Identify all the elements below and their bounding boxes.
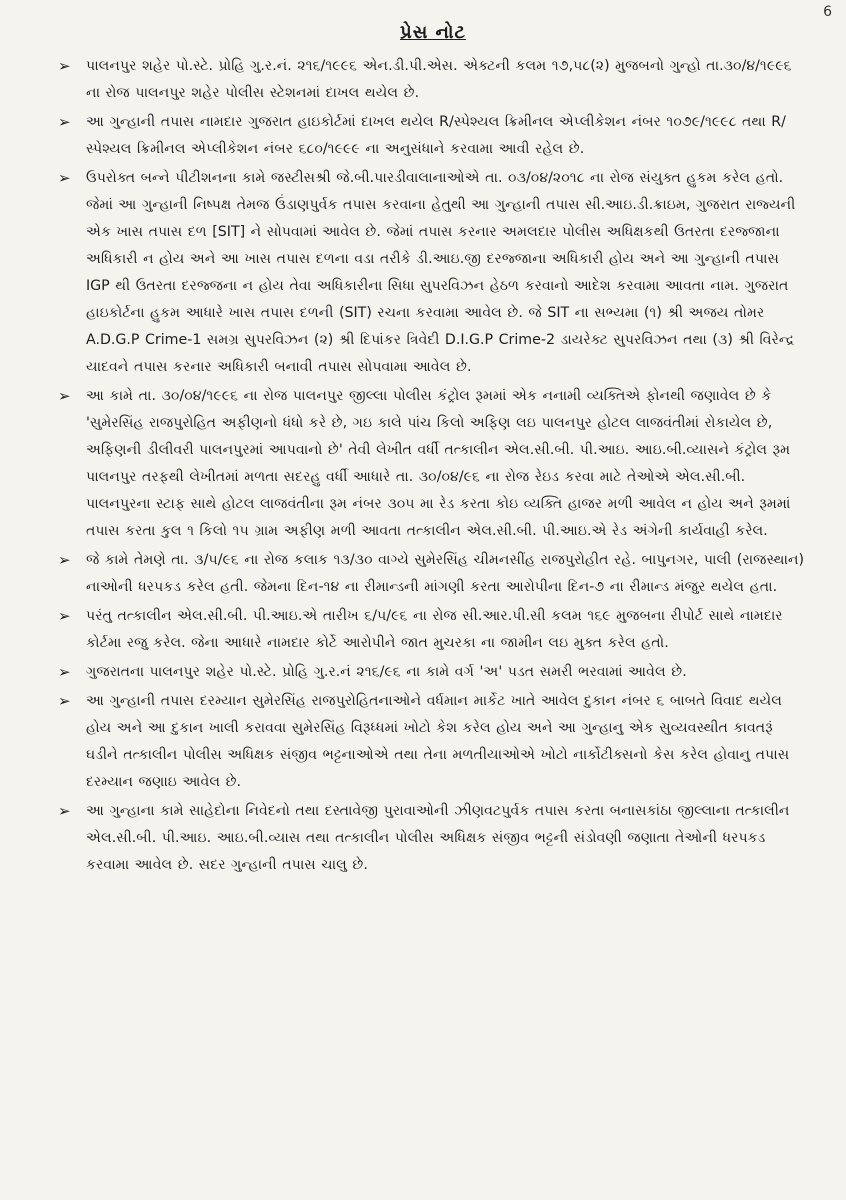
arrow-bullet-icon: ➢ — [58, 551, 71, 569]
paragraph-item — [58, 688, 808, 796]
paragraph-item — [58, 659, 808, 686]
paragraph-item — [58, 383, 808, 545]
paragraph-text: આ ગુન્હાની તપાસ દરમ્યાન સુમેરસિંહ રાજપુરોહિતનાઓને વર્ધમાન માર્કેટ ખાતે આવેલ દુકાન નંબર ૬ બાબતે વિવાદ થયેલ હોય અને આ દુકાન ખાલી કરાવવા સુમેરસિંહ વિરૂધ્ધમાં ખોટો કેશ કરેલ હોય અને આ ગુન્હાનુ એક સુવ્યવસ્થીત કાવતરૂં ઘડીને તત્કાલીન પોલીસ અધિક્ષક સંજીવ ભટ્ટનાઓએ તથા તેના મળતીયાઓએ ખોટો નાર્કોટીક્સનો કેસ કરેલ હોવાનુ તપાસ દરમ્યાન જણાઇ આવેલ છે. — [86, 693, 790, 790]
paragraph-text: ઉપરોક્ત બન્ને પીટીશનના કામે જસ્ટીસશ્રી જે.બી.પારડીવાલાનાઓએ તા. ૦૩/૦૪/૨૦૧૮ ના રોજ સંયુક્ત હુકમ કરેલ હતો. જેમાં આ ગુન્હાની નિષ્પક્ષ તેમજ ઉંડાણપુર્વક તપાસ કરવાના હેતુથી આ ગુન્હાની તપાસ સી.આઇ.ડી.ક્રાઇમ, ગુજરાત રાજ્યની એક ખાસ તપાસ દળ [SIT] ને સોપવામાં આવેલ છે. જેમાં તપાસ કરનાર અમલદાર પોલીસ અધિક્ષકથી ઉતરતા દરજ્જાના અધિકારી ન હોય અને આ ખાસ તપાસ દળના વડા તરીકે ડી.આઇ.જી દરજ્જાના અધિકારી હોય અને આ ગુન્હાની તપાસ IGP થી ઉતરતા દરજ્જના ન હોય તેવા અધિકારીના સિધા સુપરવિઝન હેઠળ કરવાનો આદેશ કરવામા આવતા નામ. ગુજરાત હાઇકોર્ટના હુકમ આધારે ખાસ તપાસ દળની (SIT) રચના કરવામા આવેલ છે. જે SIT ના સભ્યમા (૧) શ્રી અજય તોમર A.D.G.P Crime-1 સમગ્ર સુપરવિઝન (૨) શ્રી દિપાંકર ત્રિવેદી D.I.G.P Crime-2 ડાયરેક્ટ સુપરવિઝન તથા (૩) શ્રી વિરેન્દ્ર યાદવને તપાસ કરનાર અધિકારી બનાવી તપાસ સોપવામા આવેલ છે. — [86, 170, 796, 375]
arrow-bullet-icon: ➢ — [58, 169, 71, 187]
paragraph-text: ગુજરાતના પાલનપુર શહેર પો.સ્ટે. પ્રોહિ ગુ.ર.નં ૨૧૬/૯૬ ના કામે વર્ગ 'અ' પડત સમરી ભરવામાં આવેલ છે. — [86, 664, 687, 680]
arrow-bullet-icon: ➢ — [58, 607, 71, 625]
paragraph-text: પરંતુ તત્કાલીન એલ.સી.બી. પી.આઇ.એ તારીખ ૬/૫/૯૬ ના રોજ સી.આર.પી.સી કલમ ૧૬૯ મુજબના રીપોર્ટ સાથે નામદાર કોર્ટમા રજુ કરેલ. જેના આધારે નામદાર કોર્ટે આરોપીને જાત મુચરકા ના જામીન લઇ મુક્ત કરેલ હતો. — [86, 608, 783, 651]
paragraph-item — [58, 798, 808, 879]
paragraph-item — [58, 165, 808, 381]
paragraph-text: આ ગુન્હાના કામે સાહેદોના નિવેદનો તથા દસ્તાવેજી પુરાવાઓની ઝીણવટપુર્વક તપાસ કરતા બનાસકાંઠા જીલ્લાના તત્કાલીન એલ.સી.બી. પી.આઇ. આઇ.બી.વ્યાસ તથા તત્કાલીન પોલીસ અધિક્ષક સંજીવ ભટ્ટની સંડોવણી જણાતા તેઓની ધરપકડ કરવામા આવેલ છે. સદર ગુન્હાની તપાસ ચાલુ છે. — [86, 803, 790, 873]
paragraph-text: જે કામે તેમણે તા. ૩/૫/૯૬ ના રોજ કલાક ૧૩/૩૦ વાગ્યે સુમેરસિંહ ચીમનસીંહ રાજપુરોહીત રહે. બાપુનગર, પાલી (રાજસ્થાન) નાઓની ધરપકડ કરેલ હતી. જેમના દિન-૧૪ ના રીમાન્ડની માંગણી કરતા આરોપીના દિન-૭ ના રીમાન્ડ મંજુર થયેલ હતા. — [86, 552, 805, 595]
arrow-bullet-icon: ➢ — [58, 387, 71, 405]
paragraph-item — [58, 109, 808, 163]
paragraph-item — [58, 53, 808, 107]
paragraph-item — [58, 603, 808, 657]
paragraph-list — [58, 53, 808, 879]
arrow-bullet-icon: ➢ — [58, 663, 71, 681]
paragraph-text: પાલનપુર શહેર પો.સ્ટે. પ્રોહિ ગુ.ર.નં. ૨૧૬/૧૯૯૬ એન.ડી.પી.એસ. એક્ટની કલમ ૧૭,૫૮(૨) મુજબનો ગુન્હો તા.૩૦/૪/૧૯૯૬ ના રોજ પાલનપુર શહેર પોલીસ સ્ટેશનમાં દાખલ થયેલ છે. — [86, 58, 792, 101]
arrow-bullet-icon: ➢ — [58, 113, 71, 131]
page-title: પ્રેસ નોટ — [400, 22, 466, 43]
arrow-bullet-icon: ➢ — [58, 692, 71, 710]
paragraph-text: આ કામે તા. ૩૦/૦૪/૧૯૯૬ ના રોજ પાલનપુર જીલ્લા પોલીસ કંટ્રોલ રૂમમાં એક નનામી વ્યક્તિએ ફોનથી જણાવેલ છે કે 'સુમેરસિંહ રાજપુરોહિત અફીણનો ધંધો કરે છે, ગઇ કાલે પાંચ કિલો અફિણ લઇ પાલનપુર હોટલ લાજવંતીમાં રોકાયેલ છે, અફિણની ડીલીવરી પાલનપુરમાં આપવાનો છે' તેવી લેખીત વર્ધી તત્કાલીન એલ.સી.બી. પી.આઇ. આઇ.બી.વ્યાસને કંટ્રોલ રૂમ પાલનપુર તરફથી લેખીતમાં મળતા સદરહુ વર્ધી આધારે તા. ૩૦/૦૪/૯૬ ના રોજ રેઇડ કરવા માટે તેઓએ એલ.સી.બી. પાલનપુરના સ્ટાફ સાથે હોટલ લાજવંતીના રૂમ નંબર ૩૦૫ મા રેડ કરતા કોઇ વ્યક્તિ હાજર મળી આવેલ ન હોય અને રૂમમાં તપાસ કરતા કુલ ૧ કિલો ૧૫ ગ્રામ અફીણ મળી આવતા તત્કાલીન એલ.સી.બી. પી.આઇ.એ રેડ અંગેની કાર્યવાહી કરેલ. — [86, 388, 791, 539]
arrow-bullet-icon: ➢ — [58, 57, 71, 75]
arrow-bullet-icon: ➢ — [58, 802, 71, 820]
corner-mark: 6 — [823, 4, 832, 20]
paragraph-item — [58, 547, 808, 601]
paragraph-text: આ ગુન્હાની તપાસ નામદાર ગુજરાત હાઇકોર્ટમાં દાખલ થયેલ R/સ્પેશ્યલ ક્રિમીનલ એપ્લીકેશન નંબર ૧૦૭૯/૧૯૯૮ તથા R/સ્પેશ્યલ ક્રિમીનલ એપ્લીકેશન નંબર ૬૮૦/૧૯૯૯ ના અનુસંધાને કરવામા આવી રહેલ છે. — [86, 114, 786, 157]
